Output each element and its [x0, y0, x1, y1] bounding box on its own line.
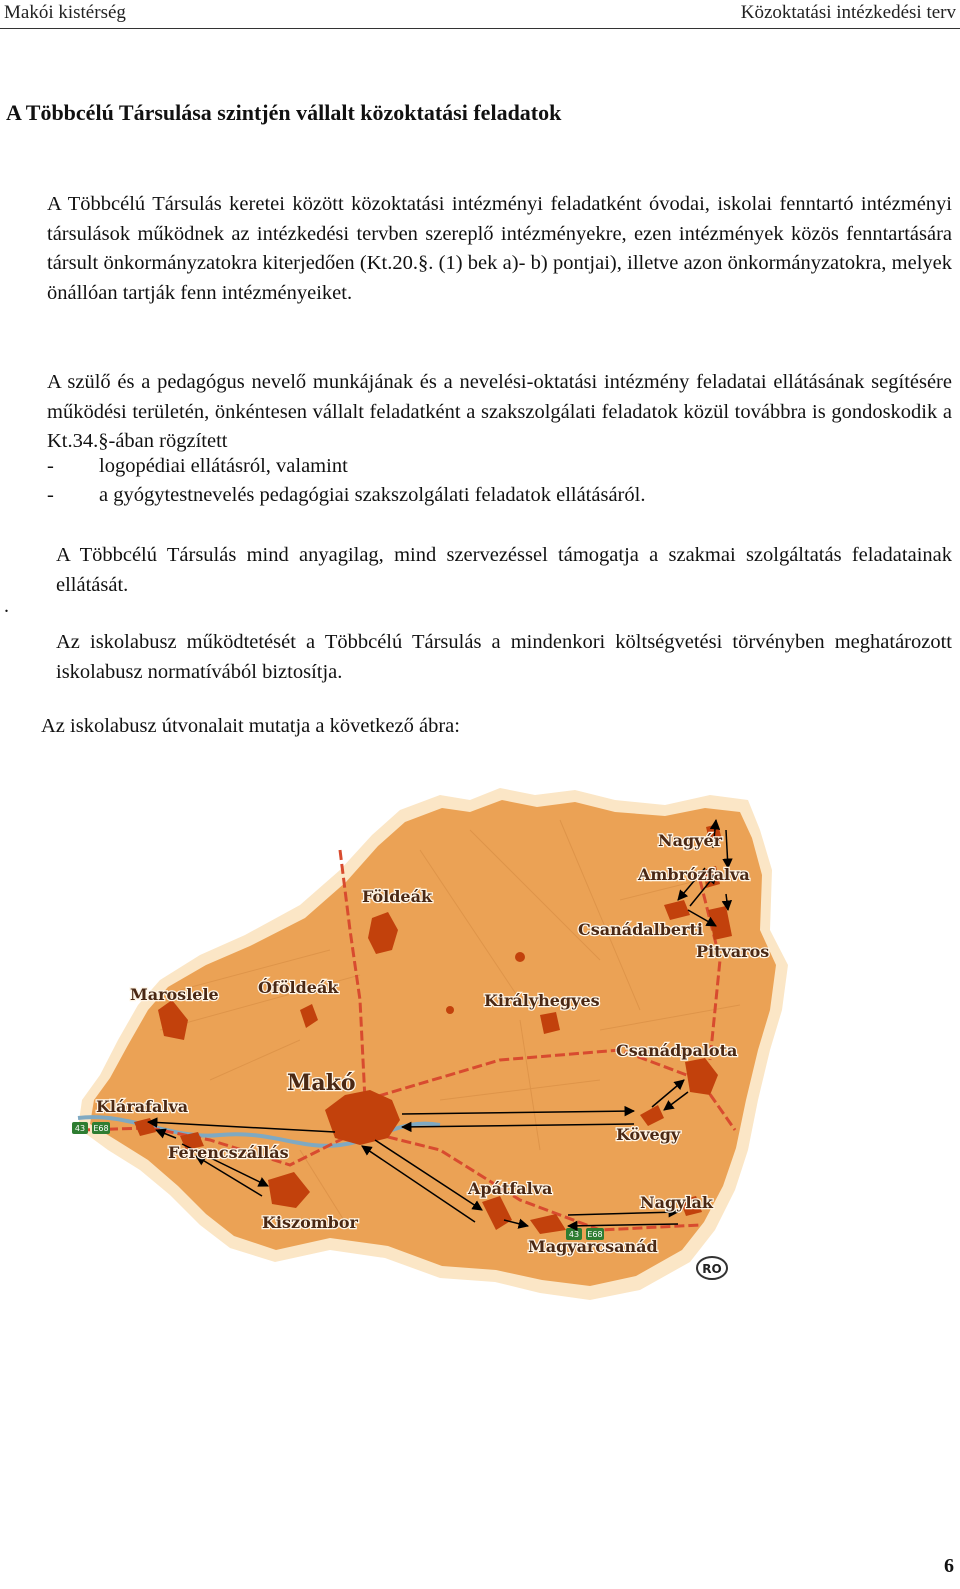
- town-label-kovegy: Kövegy: [616, 1125, 681, 1144]
- town-label-maroslele: Maroslele: [130, 985, 219, 1004]
- header-right: Közoktatási intézkedési terv: [740, 2, 956, 23]
- page-header: [0, 0, 960, 30]
- town-label-pitvaros: Pitvaros: [696, 942, 770, 961]
- road-badge-e68-label: E68: [93, 1124, 109, 1133]
- section-title: A Többcélú Társulása szintjén vállalt közoktatási feladatok: [6, 100, 562, 125]
- list-dash: -: [47, 455, 54, 477]
- road-badge-43: [72, 1122, 88, 1134]
- town-label-csanadalberti: Csanádalberti: [578, 920, 704, 939]
- town-label-klarafalva: Klárafalva: [96, 1097, 189, 1116]
- header-rule: [0, 28, 960, 29]
- town-label-ambrozfalva: Ambrózfalva: [638, 865, 750, 884]
- area-misc-1: [515, 952, 525, 962]
- paragraph-1: A Többcélú Társulás keretei között közoktatási intézményi feladatként óvodai, iskolai fenntartó intézményi társulások működnek az intézkedési tervben szereplő intézményekre, ezen intézmények közös fenntartására társult önkormányzatokra kiterjedően (Kt.20.§. (1) bek a)- b) pontjai), illetve azon önkormányzatokra, melyek önállóan tartják fenn intézményeiket.: [47, 193, 952, 304]
- paragraph-3: A Többcélú Társulás mind anyagilag, mind szervezéssel támogatja a szakmai szolgáltatás feladatainak ellátását.: [56, 544, 952, 596]
- town-label-nagyer: Nagyér: [658, 831, 723, 850]
- road-badge-e68b-label: E68: [587, 1230, 603, 1239]
- country-badge-ro: [697, 1257, 727, 1279]
- town-label-kiszombor: Kiszombor: [262, 1213, 358, 1232]
- header-left: Makói kistérség: [4, 2, 126, 23]
- paragraph-5: Az iskolabusz útvonalait mutatja a következő ábra:: [41, 715, 460, 737]
- country-badge-label: RO: [702, 1262, 722, 1276]
- town-label-kiralyhegyes: Királyhegyes: [484, 991, 600, 1010]
- town-label-mako: Makó: [287, 1070, 356, 1096]
- town-label-ferencszallas: Ferencszállás: [168, 1143, 289, 1162]
- town-label-magyarcsanad: Magyarcsanád: [528, 1237, 658, 1256]
- town-label-nagylak: Nagylak: [640, 1193, 714, 1212]
- town-label-foldeak: Földeák: [362, 887, 433, 906]
- area-misc-2: [446, 1006, 454, 1014]
- paragraph-2: A szülő és a pedagógus nevelő munkájának és a nevelési-oktatási intézmény feladatai ellátásának segítésére működési területén, önkéntesen vállalt feladatként a szakszolgálati feladatok közül továbbra is gondoskodik a Kt.34.§-ában rögzített: [47, 371, 952, 452]
- list-item-text: a gyógytestnevelés pedagógiai szakszolgálati feladatok ellátásáról.: [99, 484, 646, 506]
- list-dash: -: [47, 484, 54, 506]
- list-item-text: logopédiai ellátásról, valamint: [99, 455, 348, 477]
- road-badge-e68: [92, 1122, 110, 1134]
- paragraph-4: Az iskolabusz működtetését a Többcélú Társulás a mindenkori költségvetési törvényben meghatározott iskolabusz normatívából biztosítja.: [56, 631, 952, 683]
- town-label-csanadpalota: Csanádpalota: [616, 1041, 738, 1060]
- town-label-apatfalva: Apátfalva: [468, 1179, 553, 1198]
- road-badge-43b-label: 43: [568, 1230, 580, 1239]
- school-bus-route-map: [0, 760, 960, 1340]
- stray-dot: .: [4, 595, 9, 617]
- page-number: 6: [944, 1555, 954, 1577]
- town-label-ofoldeak: Óföldeák: [258, 978, 339, 997]
- road-badge-43-label: 43: [74, 1124, 86, 1133]
